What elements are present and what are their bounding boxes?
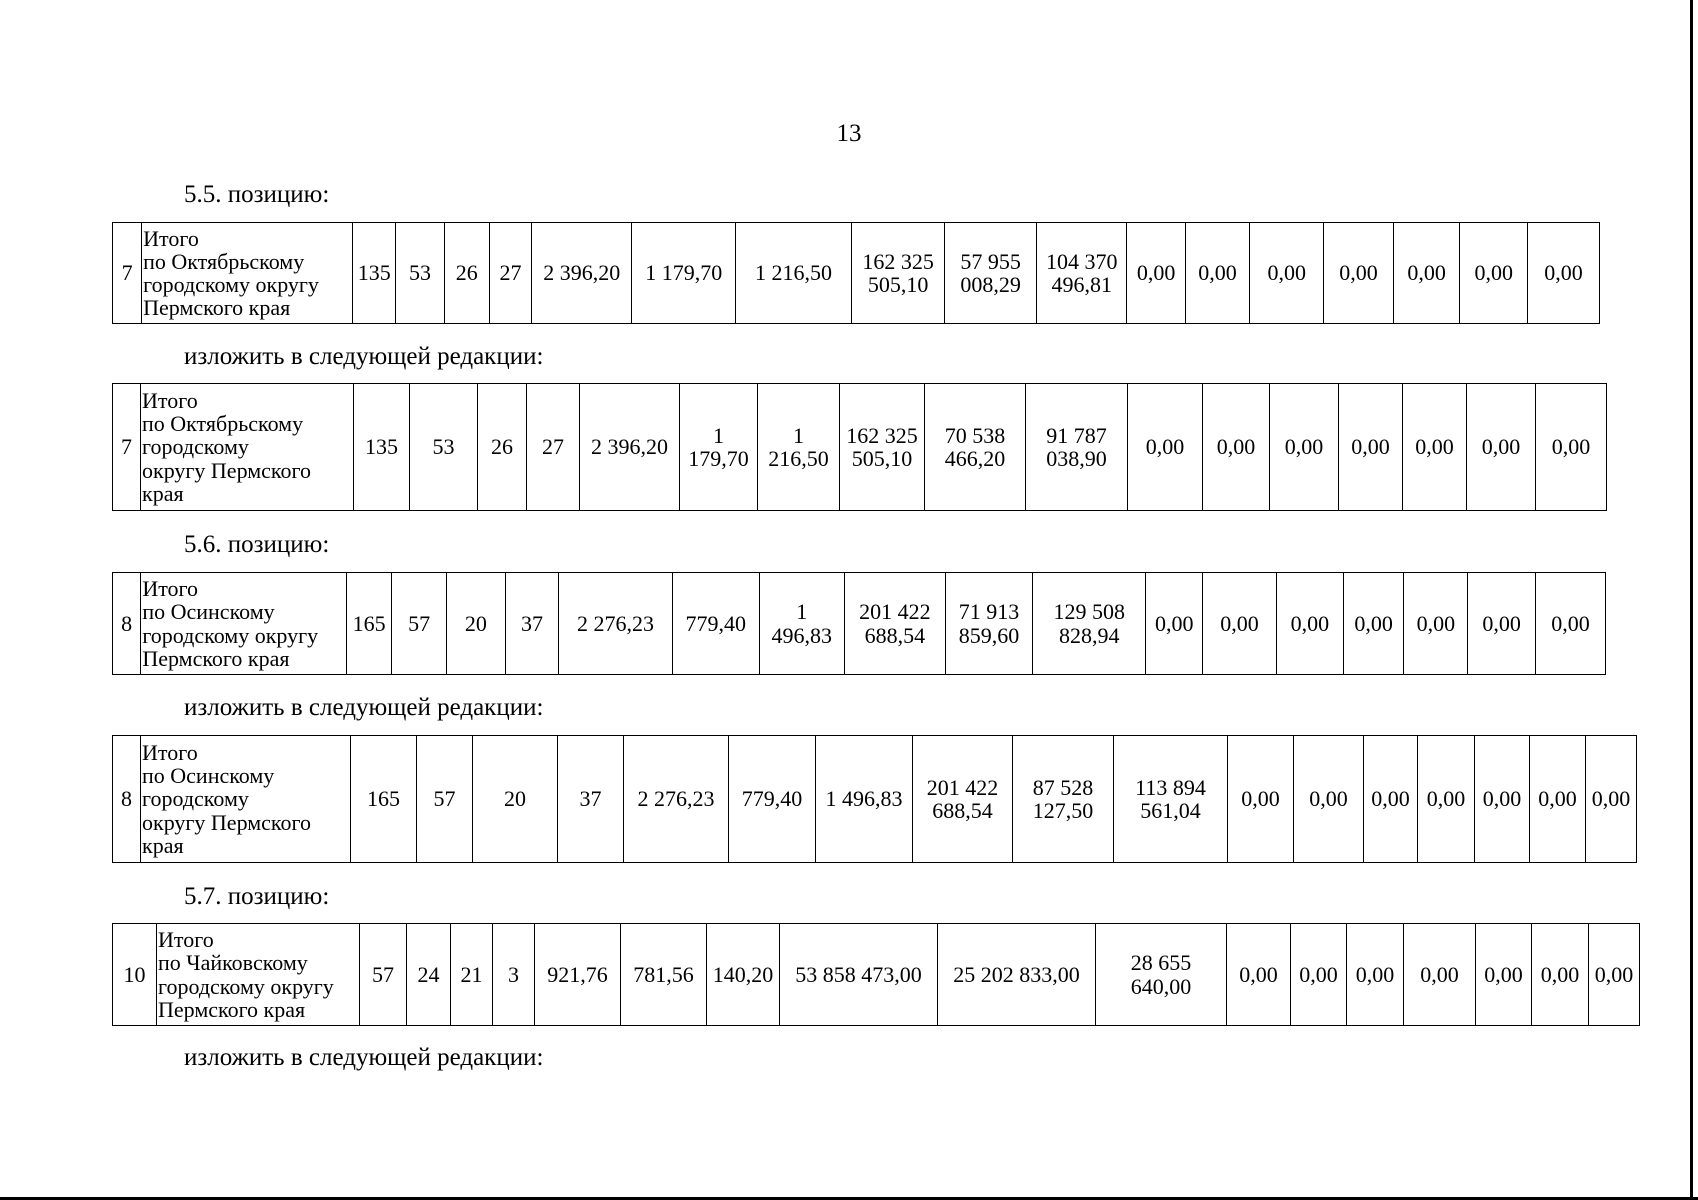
- value-cell: 129 508 828,94: [1033, 573, 1146, 675]
- value-cell: 37: [558, 736, 624, 863]
- value-cell: 0,00: [1294, 736, 1364, 863]
- value-cell: 57: [417, 736, 473, 863]
- revised-table-osa: [112, 735, 1637, 863]
- value-cell: 104 370 496,81: [1036, 223, 1127, 324]
- value-cell: 0,00: [1589, 924, 1640, 1026]
- value-cell: 21: [451, 924, 493, 1026]
- value-cell: 113 894 561,04: [1114, 736, 1228, 863]
- table-row: [113, 384, 1607, 511]
- value-cell: 0,00: [1532, 924, 1589, 1026]
- value-cell: 0,00: [1475, 736, 1530, 863]
- value-cell: 2 276,23: [559, 573, 672, 675]
- value-cell: 162 325 505,10: [840, 384, 925, 511]
- value-cell: 20: [473, 736, 558, 863]
- row-number: 10: [113, 924, 157, 1026]
- value-cell: 140,20: [707, 924, 780, 1026]
- section-heading-5-6: 5.6. позицию:: [184, 531, 330, 558]
- value-cell: 2 396,20: [532, 223, 632, 324]
- value-cell: 1 496,83: [816, 736, 913, 863]
- value-cell: 53: [396, 223, 445, 324]
- value-cell: 0,00: [1586, 736, 1637, 863]
- value-cell: 0,00: [1343, 573, 1404, 675]
- value-cell: 2 396,20: [580, 384, 680, 511]
- value-cell: 53 858 473,00: [780, 924, 938, 1026]
- value-cell: 0,00: [1536, 384, 1607, 511]
- value-cell: 27: [489, 223, 532, 324]
- value-cell: 135: [353, 223, 396, 324]
- value-cell: 0,00: [1403, 384, 1467, 511]
- value-cell: 26: [444, 223, 489, 324]
- value-cell: 57: [360, 924, 407, 1026]
- value-cell: 0,00: [1203, 573, 1277, 675]
- value-cell: 20: [447, 573, 506, 675]
- table-row: [113, 573, 1606, 675]
- value-cell: 0,00: [1185, 223, 1250, 324]
- row-number: 7: [113, 223, 142, 324]
- value-cell: 0,00: [1276, 573, 1343, 675]
- value-cell: 0,00: [1250, 223, 1324, 324]
- value-cell: 0,00: [1528, 223, 1600, 324]
- value-cell: 0,00: [1476, 924, 1532, 1026]
- value-cell: 0,00: [1291, 924, 1347, 1026]
- value-cell: 201 422 688,54: [844, 573, 945, 675]
- value-cell: 37: [505, 573, 559, 675]
- value-cell: 25 202 833,00: [938, 924, 1096, 1026]
- row-name: Итого по Чайковскому городскому округу Пермского края: [157, 924, 360, 1026]
- value-cell: 0,00: [1228, 736, 1294, 863]
- value-cell: 3: [493, 924, 535, 1026]
- position-table-chaikovsky: [112, 923, 1640, 1026]
- value-cell: 0,00: [1364, 736, 1418, 863]
- row-name: Итого по Осинскому городскому округу Пермского края: [141, 573, 346, 675]
- row-name: Итого по Октябрьскому городскому округу Пермского края: [141, 384, 354, 511]
- value-cell: 0,00: [1530, 736, 1586, 863]
- value-cell: 0,00: [1404, 924, 1476, 1026]
- value-cell: 24: [407, 924, 451, 1026]
- value-cell: 0,00: [1324, 223, 1394, 324]
- table-row: [113, 223, 1600, 324]
- position-table-october: [112, 222, 1600, 324]
- section-heading-revision-2: изложить в следующей редакции:: [184, 694, 544, 721]
- value-cell: 0,00: [1203, 384, 1270, 511]
- table-row: [113, 736, 1637, 863]
- footer-revision-text: изложить в следующей редакции:: [184, 1044, 544, 1071]
- value-cell: 70 538 466,20: [925, 384, 1026, 511]
- value-cell: 1 216,50: [736, 223, 852, 324]
- value-cell: 165: [351, 736, 417, 863]
- value-cell: 165: [346, 573, 392, 675]
- value-cell: 0,00: [1339, 384, 1403, 511]
- value-cell: 0,00: [1404, 573, 1468, 675]
- section-heading-5-7: 5.7. позицию:: [184, 883, 330, 910]
- table-row: [113, 924, 1640, 1026]
- value-cell: 27: [527, 384, 580, 511]
- value-cell: 0,00: [1418, 736, 1475, 863]
- value-cell: 1 496,83: [759, 573, 844, 675]
- section-heading-revision-1: изложить в следующей редакции:: [184, 343, 544, 370]
- value-cell: 0,00: [1468, 573, 1536, 675]
- value-cell: 28 655 640,00: [1096, 924, 1227, 1026]
- section-heading-5-5: 5.5. позицию:: [184, 181, 330, 208]
- row-number: 8: [113, 573, 141, 675]
- row-name: Итого по Осинскому городскому округу Пермского края: [141, 736, 351, 863]
- value-cell: 26: [478, 384, 527, 511]
- row-name: Итого по Октябрьскому городскому округу Пермского края: [142, 223, 353, 324]
- value-cell: 87 528 127,50: [1013, 736, 1114, 863]
- row-number: 8: [113, 736, 141, 863]
- value-cell: 1 179,70: [680, 384, 758, 511]
- page-number: 13: [836, 120, 862, 147]
- scan-edge-right: [1690, 0, 1693, 1200]
- value-cell: 0,00: [1270, 384, 1339, 511]
- value-cell: 779,40: [672, 573, 759, 675]
- value-cell: 0,00: [1460, 223, 1528, 324]
- value-cell: 91 787 038,90: [1026, 384, 1128, 511]
- value-cell: 0,00: [1146, 573, 1203, 675]
- row-number: 7: [113, 384, 141, 511]
- value-cell: 162 325 505,10: [851, 223, 945, 324]
- value-cell: 0,00: [1536, 573, 1606, 675]
- value-cell: 2 276,23: [624, 736, 729, 863]
- position-table-osa: [112, 572, 1606, 675]
- value-cell: 0,00: [1227, 924, 1291, 1026]
- value-cell: 201 422 688,54: [913, 736, 1013, 863]
- value-cell: 921,76: [535, 924, 621, 1026]
- value-cell: 1 216,50: [758, 384, 840, 511]
- value-cell: 57 955 008,29: [945, 223, 1037, 324]
- value-cell: 57: [392, 573, 447, 675]
- value-cell: 0,00: [1393, 223, 1460, 324]
- value-cell: 0,00: [1127, 223, 1185, 324]
- value-cell: 779,40: [729, 736, 816, 863]
- value-cell: 53: [410, 384, 478, 511]
- value-cell: 0,00: [1467, 384, 1536, 511]
- value-cell: 135: [354, 384, 410, 511]
- revised-table-october: [112, 383, 1607, 511]
- value-cell: 71 913 859,60: [945, 573, 1032, 675]
- value-cell: 1 179,70: [632, 223, 736, 324]
- value-cell: 0,00: [1128, 384, 1203, 511]
- value-cell: 781,56: [621, 924, 707, 1026]
- value-cell: 0,00: [1347, 924, 1404, 1026]
